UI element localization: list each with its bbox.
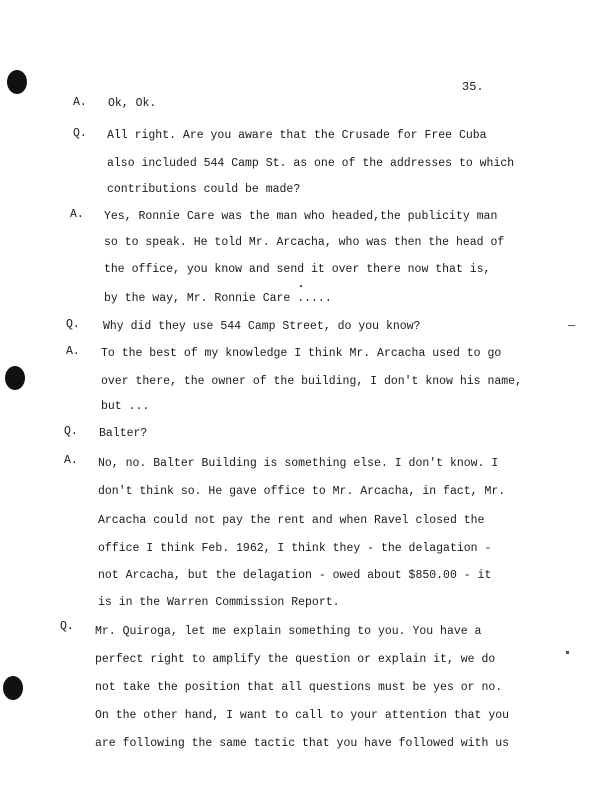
speaker-label: A.	[70, 208, 84, 221]
transcript-line: Why did they use 544 Camp Street, do you know?	[103, 320, 421, 333]
transcript-line: office I think Feb. 1962, I think they - the delagation -	[98, 542, 492, 555]
transcript-line: not take the position that all questions must be yes or no.	[95, 681, 503, 694]
transcript-line: by the way, Mr. Ronnie Care .....	[104, 292, 332, 305]
speaker-label: Q.	[64, 425, 78, 438]
punch-hole-middle	[5, 366, 25, 390]
transcript-line: No, no. Balter Building is something else. I don't know. I	[98, 457, 499, 470]
speaker-label: A.	[73, 96, 87, 109]
transcript-line: On the other hand, I want to call to your attention that you	[95, 709, 510, 722]
speaker-label: Q.	[60, 620, 74, 633]
scan-speck	[568, 325, 575, 326]
transcript-line: but ...	[101, 400, 150, 413]
scan-speck	[300, 285, 302, 287]
speaker-label: Q.	[73, 127, 87, 140]
punch-hole-bottom	[3, 676, 23, 700]
speaker-label: A.	[66, 345, 80, 358]
speaker-label: A.	[64, 454, 78, 467]
transcript-line: Arcacha could not pay the rent and when Ravel closed the	[98, 514, 485, 527]
punch-hole-top	[7, 70, 27, 94]
transcript-line: also included 544 Camp St. as one of the addresses to which	[107, 157, 515, 170]
transcript-line: perfect right to amplify the question or explain it, we do	[95, 653, 496, 666]
page-number: 35.	[462, 80, 484, 94]
transcript-line: All right. Are you aware that the Crusade for Free Cuba	[107, 129, 487, 142]
scan-speck	[566, 651, 569, 654]
transcript-line: contributions could be made?	[107, 183, 301, 196]
transcript-line: so to speak. He told Mr. Arcacha, who was then the head of	[104, 236, 505, 249]
transcript-line: are following the same tactic that you have followed with us	[95, 737, 510, 750]
transcript-line: the office, you know and send it over there now that is,	[104, 263, 491, 276]
transcript-line: Mr. Quiroga, let me explain something to you. You have a	[95, 625, 482, 638]
transcript-line: over there, the owner of the building, I don't know his name,	[101, 375, 522, 388]
transcript-line: is in the Warren Commission Report.	[98, 596, 340, 609]
transcript-line: Yes, Ronnie Care was the man who headed,the publicity man	[104, 210, 498, 223]
transcript-line: Ok, Ok.	[108, 97, 157, 110]
transcript-line: To the best of my knowledge I think Mr. Arcacha used to go	[101, 347, 502, 360]
transcript-line: Balter?	[99, 427, 148, 440]
speaker-label: Q.	[66, 318, 80, 331]
transcript-line: not Arcacha, but the delagation - owed about $850.00 - it	[98, 569, 492, 582]
transcript-line: don't think so. He gave office to Mr. Arcacha, in fact, Mr.	[98, 485, 506, 498]
